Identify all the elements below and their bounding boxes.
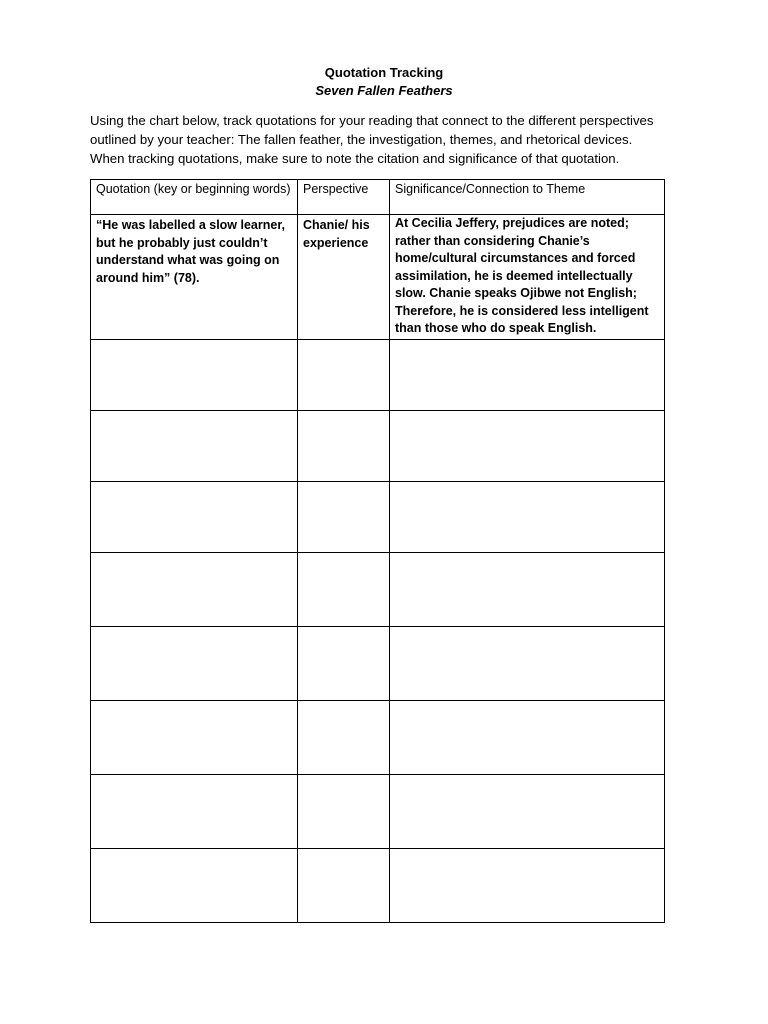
perspective-cell[interactable] [298,700,390,774]
quotation-cell[interactable] [91,626,298,700]
instructions-paragraph: Using the chart below, track quotations for your reading that connect to the different perspectives outlined by your teacher: The fallen feather, the investigation, themes, and rhetorical devices. When tracking quotations, make sure to note the citation and significance of that quotation. [90,113,654,166]
significance-cell[interactable] [390,848,665,922]
blank-row-2 [91,410,665,481]
blank-row-6 [91,700,665,774]
significance-cell[interactable] [390,481,665,552]
significance-cell[interactable] [390,552,665,626]
perspective-cell[interactable] [298,626,390,700]
significance-cell[interactable] [390,626,665,700]
perspective-cell[interactable] [298,774,390,848]
quotation-cell[interactable] [91,481,298,552]
perspective-cell[interactable] [298,339,390,410]
example-perspective: Chanie/ his experience [298,215,390,340]
perspective-cell[interactable] [298,481,390,552]
blank-row-5 [91,626,665,700]
blank-row-7 [91,774,665,848]
quotation-cell[interactable] [91,552,298,626]
quotation-cell[interactable] [91,774,298,848]
header-significance: Significance/Connection to Theme [390,180,665,215]
example-row [91,215,665,340]
quotation-cell[interactable] [91,339,298,410]
table-header-row [91,180,665,215]
example-significance: At Cecilia Jeffery, prejudices are noted; rather than considering Chanie’s home/cultural circumstances and forced assimilation, he is deemed intellectually slow. Chanie speaks Ojibwe not English; Therefore, he is considered less intelligent than those who do speak English. [390,215,665,340]
perspective-cell[interactable] [298,848,390,922]
blank-row-4 [91,552,665,626]
blank-row-8 [91,848,665,922]
significance-cell[interactable] [390,339,665,410]
significance-cell[interactable] [390,774,665,848]
header-perspective: Perspective [298,180,390,215]
document-title: Quotation Tracking [324,65,444,80]
perspective-cell[interactable] [298,410,390,481]
example-quotation: “He was labelled a slow learner, but he probably just couldn’t understand what was going on around him” (78). [91,215,298,340]
significance-cell[interactable] [390,700,665,774]
quotation-tracking-table [90,179,665,923]
book-title: Seven Fallen Feathers [315,83,453,98]
quotation-cell[interactable] [91,700,298,774]
quotation-cell[interactable] [91,410,298,481]
blank-row-1 [91,339,665,410]
significance-cell[interactable] [390,410,665,481]
header-quotation: Quotation (key or beginning words) [91,180,298,215]
quotation-cell[interactable] [91,848,298,922]
perspective-cell[interactable] [298,552,390,626]
blank-row-3 [91,481,665,552]
